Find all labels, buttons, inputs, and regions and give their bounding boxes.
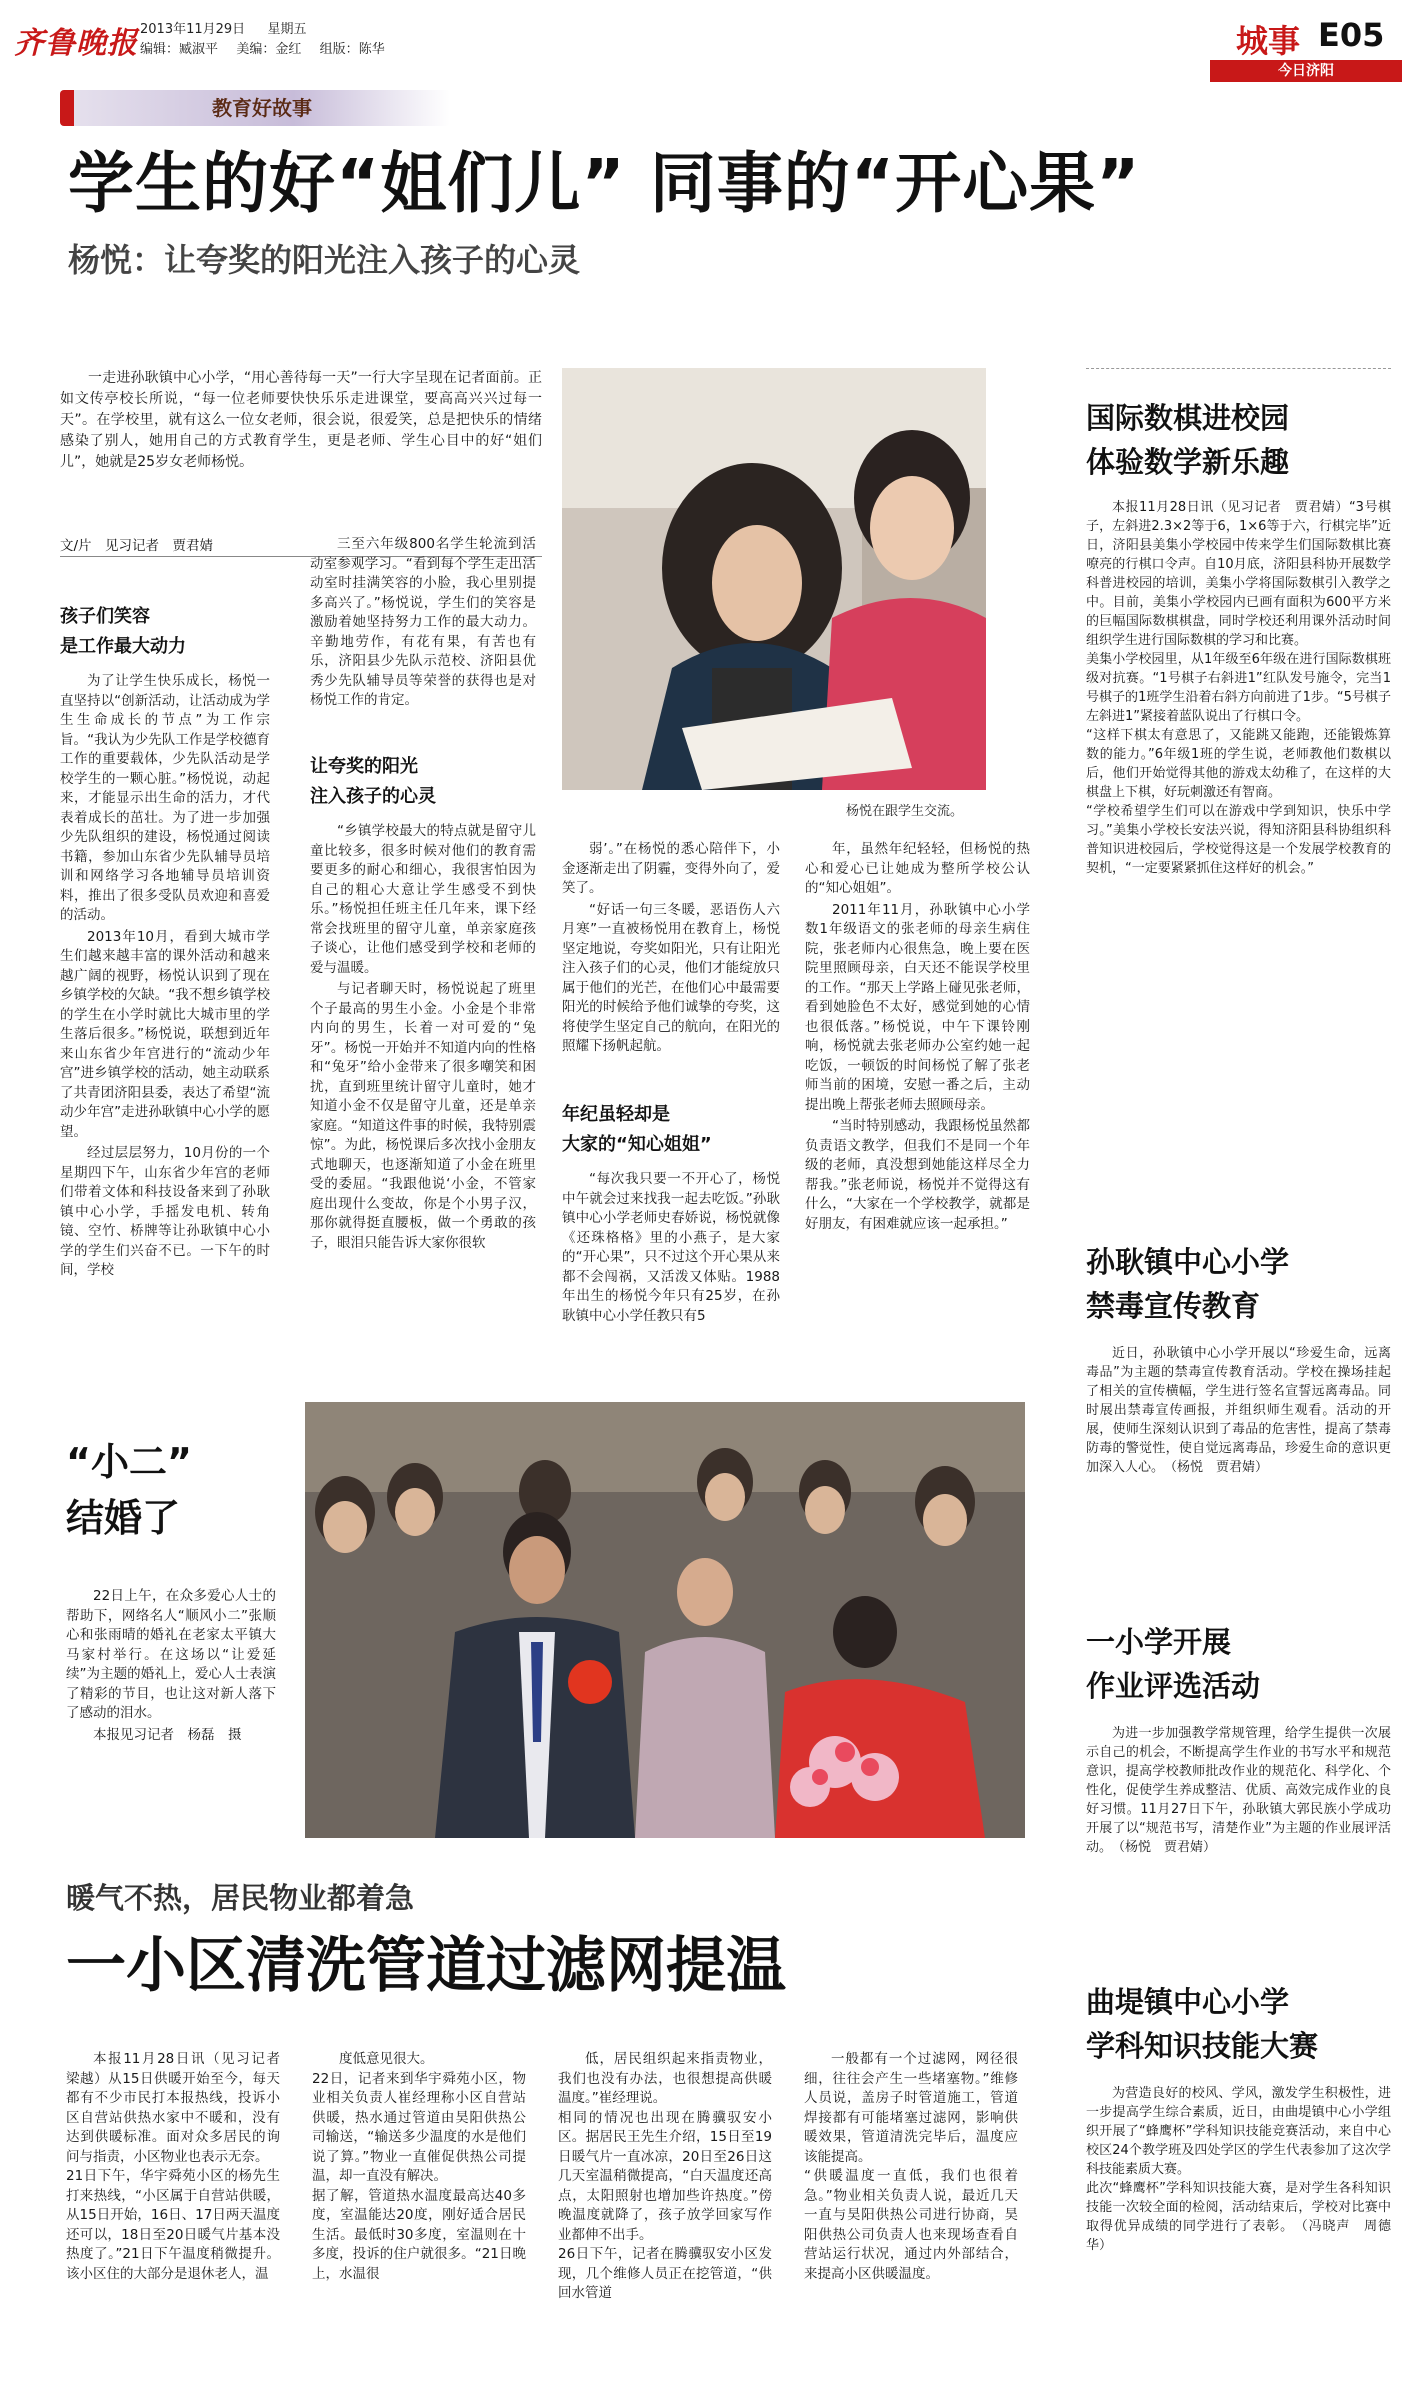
lead-photo-caption: 杨悦在跟学生交流。 (846, 804, 964, 819)
subhead-smiles: 孩子们笑容 是工作最大动力 (60, 606, 186, 657)
sidebar-story-title: 一小学开展 作业评选活动 (1086, 1625, 1261, 1703)
lead-headline: 学生的好“姐们儿” 同事的“开心果” (68, 145, 1141, 222)
sidebar-story (1086, 1240, 1391, 1477)
lead-col1-para: 经过层层努力，10月份的一个星期四下午，山东省少年宫的老师们带着文体和科技设备来到了孙耿镇中心小学，手摇发电机、转角镜、空竹、桥牌等让孙耿镇中心小学的学生们兴奋不已。一下午的时间，学校 (60, 1145, 270, 1278)
sidebar-story-title: 曲堤镇中心小学 学科知识技能大赛 (1086, 1985, 1319, 2063)
subhead-praise: 让夸奖的阳光 注入孩子的心灵 (310, 756, 436, 807)
lead-col2-bottom (310, 822, 536, 1255)
lead-col2-subhead (310, 752, 536, 812)
heating-col: 度低意见很大。 22日，记者来到华宇舜苑小区，物业相关负责人崔经理称小区自营站供暖，热水通过管道由昊阳供热公司输送，“输送多少温度的水是他们说了算。”物业一直催促供热公司提温，却一直没有解决。 据了解，管道热水温度最高达40多度，室温能达20度，刚好适合居民生活。最低时30多度，室温则在十多度，投诉的住户就很多。“21日晚上，水温很 (312, 2051, 526, 2282)
sidebar-story-body: 为营造良好的校风、学风，激发学生积极性，进一步提高学生综合素质，近日，由曲堤镇中心小学组织开展了“蜂鹰杯”学科知识技能竞赛活动，来自中心校区24个教学班及四处学区的学生代表参加了这次学科技能素质大赛。 此次“蜂鹰杯”学科知识技能大赛，是对学生各科知识技能一次较全面的检阅，活动结束后，学校对比赛中取得优异成绩的同学进行了表彰。 （冯晓声 周德华） (1086, 2086, 1391, 2253)
subsection-bar: 今日济阳 (1210, 60, 1402, 82)
lead-col1 (60, 672, 270, 1283)
editor-name: 陈华 (358, 42, 385, 57)
page-number: E05 (1318, 16, 1385, 54)
sidebar-story-body: 本报11月28日讯（见习记者 贾君婧）“3号棋子，左斜进2.3×2等于6，1×6等于六，行棋完毕”近日，济阳县美集小学校园中传来学生们国际数棋比赛嘹亮的行棋口令声。自10月底，济阳县科协开展数学科普进校园的培训，美集小学将国际数棋引入教学之中。目前，美集小学校园内已画有面积为600平方米的巨幅国际数棋棋盘，同时学校还利用课外活动时间组织学生进行国际数棋的学习和比赛。 美集小学校园里，从1年级至6年级在进行国际数棋班级对抗赛。“1号棋子右斜进1”红队发号施令，完当1号棋子的1班学生沿着右斜方向前进了1步。“5号棋子左斜进1”紧接着蓝队说出了行棋口令。 “这样下棋太有意思了，又能跳又能跑，还能锻炼算数的能力。”6年级1班的学生说，老师教他们数棋以后，他们开始觉得其他的游戏太幼稚了，在这样的大棋盘上下棋，好玩刺激还有智商。 “学校希望学生们可以在游戏中学到知识，快乐中学习。”美集小学校长安法兴说，得知济阳县科协组织科普知识进校园后，学校觉得这是一个发展学校教育的契机，“一定要紧紧抓住这样好的机会。” (1086, 500, 1391, 876)
heating-headline: 一小区清洗管道过滤网提温 (66, 1931, 786, 2001)
editor-role: 编辑 (140, 42, 167, 57)
editor-name: 金红 (275, 42, 302, 57)
lead-col1-para: 2013年10月，看到大城市学生们越来越丰富的课外活动和越来越广阔的视野，杨悦认识到了现在乡镇学校的欠缺。“我不想乡镇学校的学生在小学时就比大城市里的学生落后很多。”杨悦说，联想到近年来山东省少年宫进行的“流动少年宫”进乡镇学校的活动，她主动联系了共青团济阳县委，表达了希望“流动少年宫”走进孙耿镇中心小学的愿望。 (60, 928, 270, 1140)
sidebar-story-body: 为进一步加强教学常规管理，给学生提供一次展示自己的机会，不断提高学生作业的书写水平和规范意识，提高学校教师批改作业的规范化、科学化、个性化，促使学生养成整洁、优质、高效完成作业的良好习惯。11月27日下午，孙耿镇大郭民族小学成功开展了以“规范书写，清楚作业”为主题的作业展评活动。 （杨悦 贾君婧） (1086, 1726, 1391, 1855)
sidebar-story (1086, 1620, 1391, 1857)
heating-col: 低，居民组织起来指责物业，我们也没有办法，也很想提高供暖温度。”崔经理说。 相同的情况也出现在腾骥驭安小区。据居民王先生介绍，15日至19日暖气片一直冰凉，20日至26日这几天室温稍微提高，“白天温度还高点，太阳照射也增加些许热度。”傍晚温度就降了，孩子放学回家写作业都伸不出手。 26日下午，记者在腾骥驭安小区发现，几个维修人员正在挖管道，“供回水管道 (558, 2051, 772, 2301)
sidebar-story-title: 孙耿镇中心小学 禁毒宣传教育 (1086, 1245, 1290, 1323)
lead-col3-bottom (562, 1170, 780, 1328)
lead-col3-para: “每次我只要一不开心了，杨悦中午就会过来找我一起去吃饭。”孙耿镇中心小学老师史春娇说，杨悦就像《还珠格格》里的小燕子，是大家的“开心果”，只不过这个开心果从来都不会闯祸，又活泼又体贴。1988年出生的杨悦今年只有25岁，在孙耿镇中心小学任教只有5 (562, 1171, 780, 1324)
lead-col2-top (310, 535, 536, 713)
lead-col4-para: 年，虽然年纪轻轻，但杨悦的热心和爱心已让她成为整所学校公认的“知心姐姐”。 (805, 841, 1030, 896)
section-name: 城事 (1236, 22, 1301, 60)
lead-col2-para: 三至六年级800名学生轮流到活动室参观学习。“看到每个学生走出活动室时挂满笑容的小脸，我心里别提多高兴了。”杨悦说，学生们的笑容是激励着她坚持努力工作的最大动力。辛勤地劳作，有花有果，有苦也有乐，济阳县少先队示范校、济阳县优秀少先队辅导员等荣誉的获得也是对杨悦工作的肯定。 (310, 536, 536, 708)
sidebar-story-title: 国际数棋进校园 体验数学新乐趣 (1086, 401, 1290, 479)
issue-date: 2013年11月29日 (140, 22, 246, 37)
wedding-photo (305, 1402, 1025, 1838)
newspaper-logo: 齐鲁晚报 (14, 26, 138, 61)
column-tag-label: 教育好故事 (212, 96, 312, 120)
lead-col2-para: 与记者聊天时，杨悦说起了班里个子最高的男生小金。小金是个非常内向的男生，长着一对可爱的“兔牙”。杨悦一开始并不知道内向的性格和“兔牙”给小金带来了很多嘲笑和困扰，直到班里统计留守儿童时，她才知道小金不仅是留守儿童，还是单亲家庭。“知道这件事的时候，我特别震惊”。为此，杨悦课后多次找小金朋友式地聊天，也逐渐知道了小金在班里受的委屈。“我跟他说‘小金，不管家庭出现什么变故，你是个小男子汉，那你就得挺直腰板，做一个勇敢的孩子，眼泪只能告诉大家你很软 (310, 981, 536, 1251)
masthead (0, 0, 1409, 86)
lead-col3-subhead (562, 1100, 780, 1160)
lead-col1-para: 为了让学生快乐成长，杨悦一直坚持以“创新活动，让活动成为学生生命成长的节点”为工作宗旨。“我认为少先队工作是学校德育工作的重要载体，少先队活动是学校学生的一颗心脏。”杨悦说，动起来，才能显示出生命的活力，才代表着成长的茁壮。为了进一步加强少先队组织的建设，杨悦通过阅读书籍，参加山东省少先队辅导员培训和网络学习各地辅导员培训资料，推出了很多受队员欢迎和喜爱的活动。 (60, 673, 270, 923)
lead-col4-para: 2011年11月，孙耿镇中心小学数1年级语文的张老师的母亲生病住院，张老师内心很焦急，晚上要在医院里照顾母亲，白天还不能误学校里的工作。“那天上学路上碰见张老师，看到她脸色不太好，感觉到她的心情也很低落。”杨悦说，中午下课铃刚响，杨悦就去张老师办公室约她一起吃饭，一顿饭的时间杨悦了解了张老师当前的困境，安慰一番之后，主动提出晚上帮张老师去照顾母亲。 (805, 901, 1030, 1113)
lead-col3-para: “好话一句三冬暖，恶语伤人六月寒”一直被杨悦用在教育上，杨悦坚定地说，夸奖如阳光，只有让阳光注入孩子们的心灵，他们才能绽放只属于他们的光芒，在他们心中最需要阳光的时候给予他们诚挚的夸奖，这将使学生坚定自己的航向，在阳光的照耀下扬帆起航。 (562, 901, 780, 1054)
lead-col3-top (562, 840, 780, 1059)
heating-col: 一般都有一个过滤网，网径很细，往往会产生一些堵塞物。”维修人员说，盖房子时管道施工，管道焊接都有可能堵塞过滤网，影响供暖效果，管道清洗完毕后，温度应该能提高。 “供暖温度一直低，我们也很着急。”物业相关负责人说，最近几天一直与昊阳供热公司进行协商，昊阳供热公司负责人也来现场查看自营站运行状况，通过内外部结合，来提高小区供暖温度。 (804, 2051, 1018, 2282)
lead-col3-para: 弱’。”在杨悦的悉心陪伴下，小金逐渐走出了阴霾，变得外向了，爱笑了。 (562, 841, 780, 896)
lead-col4 (805, 840, 1030, 1236)
wedding-crowd-photo (305, 1402, 1025, 1838)
editor-name: 臧淑平 (179, 42, 219, 57)
lead-photo (562, 368, 986, 790)
lead-subheadline: 杨悦：让夸奖的阳光注入孩子的心灵 (68, 241, 581, 279)
heating-kicker: 暖气不热，居民物业都着急 (66, 1881, 415, 1915)
subhead-confidant: 年纪虽轻却是 大家的“知心姐姐” (562, 1104, 712, 1155)
editor-role: 组版 (319, 42, 346, 57)
wedding-title: “小二” 结婚了 (66, 1440, 192, 1540)
sidebar-top-rule (1086, 368, 1391, 369)
wedding-credit: 本报见习记者 杨磊 摄 (93, 1726, 242, 1743)
wedding-text (66, 1587, 276, 1747)
masthead-meta: 2013年11月29日 星期五 编辑：臧淑平 美编：金红 组版：陈华 (140, 22, 385, 57)
lead-col1-subhead (60, 602, 265, 662)
sidebar-story (1086, 396, 1391, 878)
wedding-text-para: 22日上午，在众多爱心人士的帮助下，网络名人“顺风小二”张顺心和张雨晴的婚礼在老家太平镇大马家村举行。在这场以“让爱延续”为主题的婚礼上，爱心人士表演了精彩的节目，也让这对新人落下了感动的泪水。 (66, 1588, 276, 1721)
lead-col2-para: “乡镇学校最大的特点就是留守儿童比较多，很多时候对他们的教育需要更多的耐心和细心，我很害怕因为自己的粗心大意让学生感受不到快乐。”杨悦担任班主任几年来，课下经常会找班里的留守儿童，单亲家庭孩子谈心，让他们感受到学校和老师的爱与温暖。 (310, 823, 536, 976)
column-tag-bar (60, 90, 450, 126)
lead-intro (60, 368, 542, 475)
teacher-student-photo (562, 368, 986, 790)
lead-byline: 文/片 见习记者 贾君婧 (60, 538, 214, 554)
lead-intro-text: 一走进孙耿镇中心小学，“用心善待每一天”一行大字呈现在记者面前。正如文传亭校长所说，“每一位老师要快快乐乐走进课堂，要高高兴兴过每一天”。在学校里，就有这么一位女老师，很会说，很爱笑，总是把快乐的情绪感染了别人，她用自己的方式教育学生，更是老师、学生心目中的好“姐们儿”，她就是25岁女老师杨悦。 (60, 370, 542, 470)
column-tag-accent (60, 90, 74, 126)
sidebar-story-body: 近日，孙耿镇中心小学开展以“珍爱生命，远离毒品”为主题的禁毒宣传教育活动。学校在操场挂起了相关的宣传横幅，学生进行签名宣誓远离毒品。同时展出禁毒宣传画报，并组织师生观看。活动的开展，使师生深刻认识到了毒品的危害性，提高了禁毒防毒的警觉性，使自觉远离毒品，珍爱生命的意识更加深入人心。 （杨悦 贾君婧） (1086, 1346, 1391, 1475)
sidebar-story (1086, 1980, 1391, 2255)
lead-col4-para: “当时特别感动，我跟杨悦虽然都负责语文教学，但我们不是同一个年级的老师，真没想到她能这样尽全力帮我。”张老师说，杨悦并不觉得这有什么，“大家在一个学校教学，就都是好朋友，有困难就应该一起承担。” (805, 1118, 1030, 1232)
editor-role: 美编 (236, 42, 263, 57)
issue-weekday: 星期五 (267, 22, 307, 37)
heating-col: 本报11月28日讯（见习记者 梁越）从15日供暖开始至今，每天都有不少市民打本报热线，投诉小区自营站供热水家中不暖和，没有达到供暖标准。面对众多居民的询问与指责，小区物业也表示无奈。 21日下午，华宇舜苑小区的杨先生打来热线，“小区属于自营站供暖，从15日开始，16日、17日两天温度还可以，18日至20日暖气片基本没热度了。”21日下午温度稍微提升。该小区住的大部分是退休老人，温 (66, 2051, 280, 2282)
